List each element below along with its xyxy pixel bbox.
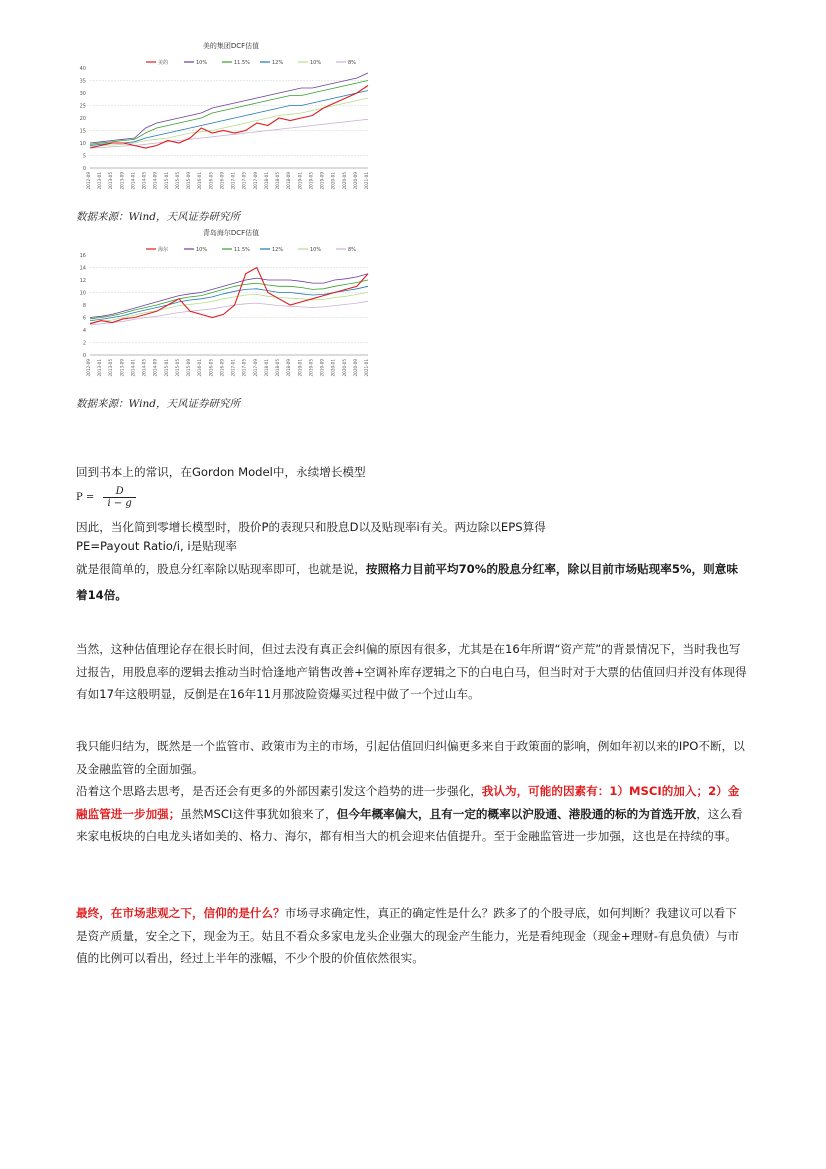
x-tick-label: 2017-05 [241, 359, 247, 377]
text-gordon-model: 回到书本上的常识，在Gordon Model中，永续增长模型 [76, 465, 366, 479]
x-tick-label: 2016-01 [197, 359, 203, 377]
chart2-legend [146, 246, 356, 253]
legend-label: 12% [272, 247, 284, 253]
y-tick-label: 20 [79, 116, 86, 122]
x-tick-label: 2020-05 [341, 359, 347, 377]
x-tick-label: 2014-01 [130, 172, 136, 190]
y-tick-label: 5 [82, 153, 86, 160]
paragraph-final [76, 902, 748, 970]
x-tick-label: 2020-09 [352, 359, 358, 377]
series-line-10% [90, 73, 368, 143]
x-tick-label: 2018-09 [286, 359, 292, 377]
legend-label: 10% [310, 60, 322, 66]
chart-haier-valuation [76, 225, 376, 395]
text-history: 当然，这种估值理论存在很长时间，但过去没有真正会纠偏的原因有很多，尤其是在16年所谓“资产荒”的背景情况下，当时我也写过报告，用股息率的逻辑去推动当时恰逢地产销售改善+空调补库存逻辑之下的白电白马，但当时对于大票的估值回归并没有体现得有如17年这般明显，反倒是在16年11月那波险资爆买过程中做了一个过山车。 [76, 642, 747, 701]
y-tick-label: 6 [82, 315, 86, 322]
legend-label: 美的 [158, 60, 169, 66]
chart1-series [90, 73, 368, 148]
x-tick-label: 2013-01 [97, 359, 103, 377]
y-tick-label: 15 [79, 128, 86, 135]
text-final [76, 902, 748, 970]
chart1-source-caption: 数据来源：Wind，天风证券研究所 [76, 211, 240, 223]
chart2-series [90, 268, 368, 326]
x-tick-label: 2020-01 [330, 359, 336, 377]
x-tick-label: 2014-09 [152, 172, 158, 190]
chart2-grid [90, 268, 368, 356]
chart1-x-axis [86, 172, 369, 190]
legend-label: 10% [196, 247, 208, 253]
y-tick-label: 25 [79, 103, 86, 110]
y-tick-label: 14 [79, 265, 86, 272]
formula-denominator: i − g [107, 498, 132, 509]
x-tick-label: 2020-05 [341, 172, 347, 190]
x-tick-label: 2014-05 [141, 172, 147, 190]
y-tick-label: 10 [79, 290, 86, 297]
x-tick-label: 2017-09 [252, 172, 258, 190]
x-tick-label: 2014-01 [130, 359, 136, 377]
x-tick-label: 2013-09 [119, 359, 125, 377]
series-line-12% [90, 91, 368, 146]
y-tick-label: 2 [82, 340, 86, 347]
x-tick-label: 2018-05 [275, 172, 281, 190]
x-tick-label: 2016-09 [219, 359, 225, 377]
x-tick-label: 2013-05 [108, 359, 114, 377]
y-tick-label: 30 [79, 91, 86, 97]
x-tick-label: 2019-01 [297, 359, 303, 377]
x-tick-label: 2015-01 [163, 172, 169, 190]
text-msci-rest: ，这么看来家电板块的白电龙头诸如美的、格力、海尔，都有相当大的机会迎来估值提升。至于金融监管进一步加强，这也是在持续的事。 [76, 806, 743, 843]
x-tick-label: 2020-01 [330, 172, 336, 190]
chart1-title: 美的集团DCF估值 [202, 42, 260, 50]
chart2-source-caption: 数据来源：Wind，天风证券研究所 [76, 398, 240, 410]
y-tick-label: 12 [79, 278, 86, 284]
chart2-x-axis [86, 359, 369, 377]
formula-lhs: P = [76, 492, 95, 503]
x-tick-label: 2017-09 [252, 359, 258, 377]
legend-label: 11.5% [234, 60, 250, 66]
x-tick-label: 2018-05 [275, 359, 281, 377]
text-pe-formula: PE=Payout Ratio/i, i是贴现率 [76, 539, 237, 553]
x-tick-label: 2015-05 [174, 172, 180, 190]
y-tick-label: 4 [82, 328, 86, 334]
x-tick-label: 2018-01 [263, 172, 269, 190]
legend-label: 10% [310, 247, 322, 253]
x-tick-label: 2016-09 [219, 172, 225, 190]
x-tick-label: 2020-09 [352, 172, 358, 190]
x-tick-label: 2018-01 [263, 359, 269, 377]
x-tick-label: 2019-05 [308, 172, 314, 190]
y-tick-label: 8 [82, 303, 86, 309]
legend-label: 8% [348, 60, 356, 66]
legend-label: 海尔 [158, 247, 169, 253]
formula-fraction [103, 486, 135, 509]
paragraph-history [76, 638, 748, 706]
x-tick-label: 2019-01 [297, 172, 303, 190]
text-final-red: 最终，在市场悲观之下，信仰的是什么？ [76, 906, 285, 920]
x-tick-label: 2017-01 [230, 359, 236, 377]
x-tick-label: 2016-05 [208, 359, 214, 377]
text-final-rest: 市场寻求确定性，真正的确定性是什么？跌多了的个股寻底，如何判断？我建议可以看下是资产质量，安全之下，现金为王。姑且不看众多家电龙头企业强大的现金产生能力，光是看纯现金（现金+理财-有息负债）与市值的比例可以看出，经过上半年的涨幅，不少个股的价值依然很实。 [76, 906, 740, 965]
formula-numerator: D [103, 486, 135, 498]
x-tick-label: 2015-01 [163, 359, 169, 377]
chart2-title: 青岛海尔DCF估值 [202, 229, 260, 237]
x-tick-label: 2021-01 [364, 359, 369, 377]
paragraph-gordon-intro [76, 463, 748, 482]
x-tick-label: 2012-09 [86, 359, 91, 377]
x-tick-label: 2014-09 [152, 359, 158, 377]
paragraph-derivation [76, 518, 748, 608]
x-tick-label: 2017-01 [230, 172, 236, 190]
y-tick-label: 16 [79, 253, 86, 259]
x-tick-label: 2015-09 [186, 172, 192, 190]
text-msci-plain-2: 虽然MSCI这件事犹如狼来了， [180, 806, 337, 821]
legend-label: 10% [196, 60, 208, 66]
chart-midea-valuation [76, 38, 376, 208]
text-msci-bold: 但今年概率偏大，且有一定的概率以沪股通、港股通的标的为首选开放 [336, 806, 697, 821]
text-zero-growth: 因此，当化简到零增长模型时，股价P的表现只和股息D以及贴现率i有关。两边除以EPS算得 [76, 520, 546, 534]
legend-label: 8% [348, 247, 356, 253]
x-tick-label: 2021-01 [364, 172, 369, 190]
legend-label: 11.5% [234, 247, 250, 253]
x-tick-label: 2019-09 [319, 172, 325, 190]
x-tick-label: 2013-09 [119, 172, 125, 190]
text-conclusion-bold: 按照格力目前平均70%的股息分红率，除以目前市场贴现率5%，则意味着14倍。 [76, 562, 738, 602]
text-msci-red: 我认为，可能的因素有：1）MSCI的加入；2）金融监管进一步加强； [76, 784, 740, 821]
chart1-y-axis [80, 66, 86, 172]
x-tick-label: 2018-09 [286, 172, 292, 190]
y-tick-label: 40 [79, 66, 86, 72]
text-conclusion-plain: 就是很简单的，股息分红率除以贴现率即可，也就是说， [76, 562, 366, 576]
text-msci [76, 780, 748, 848]
text-conclusion [76, 556, 748, 608]
chart2-y-axis [80, 253, 86, 359]
text-msci-plain: 沿着这个思路去思考，是否还会有更多的外部因素引发这个趋势的进一步强化， [76, 784, 482, 798]
x-tick-label: 2017-05 [241, 172, 247, 190]
x-tick-label: 2015-05 [174, 359, 180, 377]
x-tick-label: 2013-05 [108, 172, 114, 190]
y-tick-label: 10 [79, 141, 86, 147]
y-tick-label: 35 [79, 78, 86, 85]
x-tick-label: 2015-09 [186, 359, 192, 377]
x-tick-label: 2019-09 [319, 359, 325, 377]
x-tick-label: 2014-05 [141, 359, 147, 377]
paragraph-policy [76, 735, 748, 848]
gordon-formula [76, 486, 136, 509]
x-tick-label: 2016-01 [197, 172, 203, 190]
x-tick-label: 2016-05 [208, 172, 214, 190]
y-tick-label: 0 [82, 353, 86, 359]
x-tick-label: 2019-05 [308, 359, 314, 377]
legend-label: 12% [272, 60, 284, 66]
chart1-legend [146, 59, 356, 66]
x-tick-label: 2012-09 [86, 172, 91, 190]
x-tick-label: 2013-01 [97, 172, 103, 190]
y-tick-label: 0 [82, 166, 86, 172]
text-policy: 我只能归结为，既然是一个监管市、政策市为主的市场，引起估值回归纠偏更多来自于政策面的影响，例如年初以来的IPO不断，以及金融监管的全面加强。 [76, 739, 745, 776]
